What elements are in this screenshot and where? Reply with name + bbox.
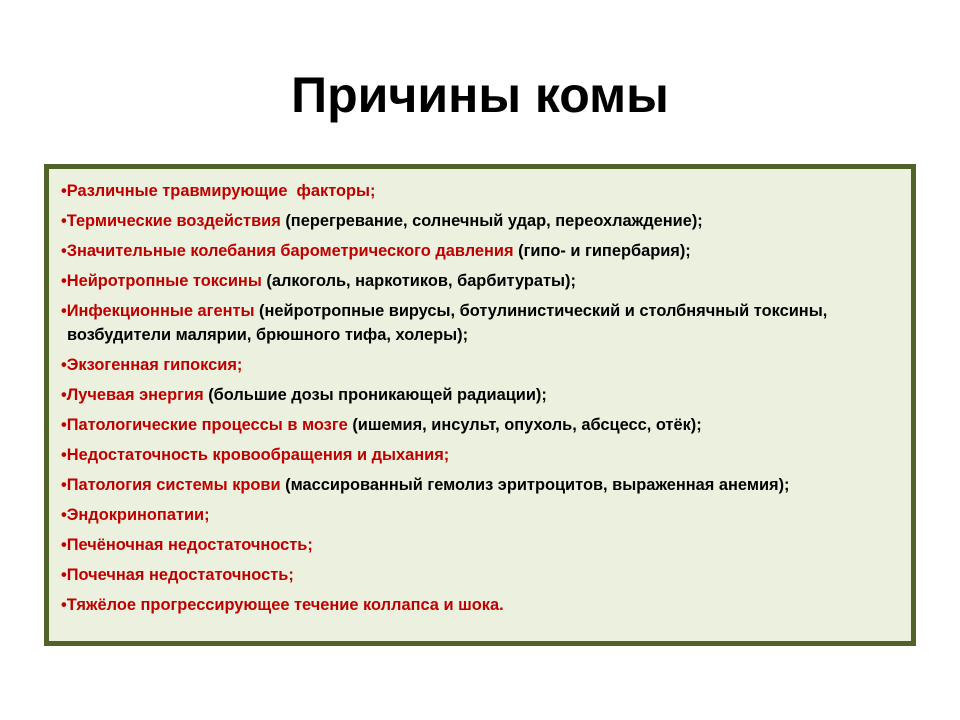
cause-term: Патологические процессы в мозге <box>66 416 348 434</box>
bullet-icon: • <box>61 536 67 554</box>
cause-item <box>61 383 901 407</box>
bullet-icon: • <box>61 212 67 230</box>
bullet-icon: • <box>61 416 67 434</box>
cause-item <box>61 593 901 617</box>
cause-detail: (ишемия, инсульт, опухоль, абсцесс, отёк); <box>347 416 702 434</box>
cause-item <box>61 533 901 557</box>
cause-term: Экзогенная гипоксия; <box>66 356 243 374</box>
cause-item <box>61 413 901 437</box>
cause-detail: (гипо- и гипербария); <box>513 242 691 260</box>
cause-item <box>61 443 901 467</box>
cause-item <box>61 209 901 233</box>
cause-term: Нейротропные токсины <box>66 272 262 290</box>
cause-term: Патология системы крови <box>66 476 281 494</box>
bullet-icon: • <box>61 596 67 614</box>
bullet-icon: • <box>61 302 67 320</box>
bullet-icon: • <box>61 476 67 494</box>
cause-term: Недостаточность кровообращения и дыхания; <box>66 446 450 464</box>
cause-detail: (нейротропные вирусы, ботулинистический и столбнячный токсины, возбудители малярии, брюшного тифа, холеры); <box>67 302 832 344</box>
bullet-icon: • <box>61 386 67 404</box>
causes-box <box>44 164 916 646</box>
slide-title: Причины комы <box>291 67 669 123</box>
bullet-icon: • <box>61 242 67 260</box>
cause-item <box>61 239 901 263</box>
causes-list <box>61 179 901 617</box>
cause-term: Печёночная недостаточность; <box>66 536 313 554</box>
cause-item <box>61 353 901 377</box>
cause-term: Различные травмирующие факторы; <box>66 182 376 200</box>
cause-item <box>61 269 901 293</box>
cause-term: Лучевая энергия <box>66 386 204 404</box>
cause-item <box>61 299 901 347</box>
cause-item <box>61 473 901 497</box>
cause-term: Тяжёлое прогрессирующее течение коллапса и шока. <box>66 596 504 614</box>
cause-term: Значительные колебания барометрического давления <box>66 242 514 260</box>
cause-detail: (массированный гемолиз эритроцитов, выраженная анемия); <box>280 476 790 494</box>
cause-detail: (перегревание, солнечный удар, переохлаждение); <box>280 212 703 230</box>
cause-item <box>61 503 901 527</box>
bullet-icon: • <box>61 272 67 290</box>
cause-term: Почечная недостаточность; <box>66 566 294 584</box>
cause-term: Инфекционные агенты <box>66 302 255 320</box>
bullet-icon: • <box>61 506 67 524</box>
cause-term: Эндокринопатии; <box>66 506 210 524</box>
bullet-icon: • <box>61 356 67 374</box>
cause-detail: (большие дозы проникающей радиации); <box>203 386 547 404</box>
cause-item <box>61 563 901 587</box>
bullet-icon: • <box>61 446 67 464</box>
bullet-icon: • <box>61 182 67 200</box>
bullet-icon: • <box>61 566 67 584</box>
cause-detail: (алкоголь, наркотиков, барбитураты); <box>261 272 576 290</box>
cause-term: Термические воздействия <box>66 212 281 230</box>
cause-item <box>61 179 901 203</box>
